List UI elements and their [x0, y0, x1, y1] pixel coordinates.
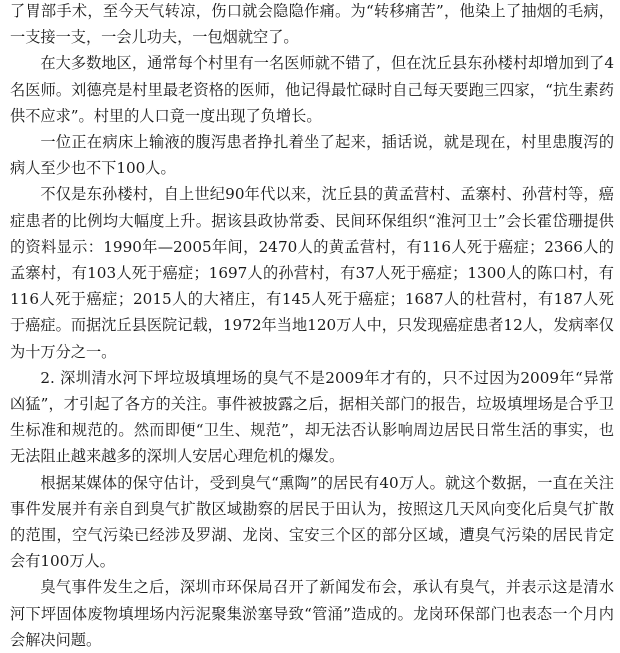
- paragraph-diarrhea-patient: 一位正在病床上输液的腹泻患者挣扎着坐了起来，插话说，就是现在，村里患腹泻的病人至少也不下100人。: [10, 133, 614, 178]
- paragraph-continued-surgery: 了胃部手术，至今天气转凉，伤口就会隐隐作痛。为“转移痛苦”，他染上了抽烟的毛病，一支接一支，一会儿功夫，一包烟就空了。: [10, 2, 614, 47]
- paragraph-press-conference: 臭气事件发生之后，深圳市环保局召开了新闻发布会，承认有臭气，并表示这是清水河下坪固体废物填埋场内污泥聚集淤塞导致“管涌”造成的。龙岗环保部门也表态一个月内会解决问题。: [10, 578, 614, 649]
- paragraph-cancer-statistics: 不仅是东孙楼村，自上世纪90年代以来，沈丘县的黄孟营村、孟寨村、孙营村等，癌症患者的比例均大幅度上升。据该县政协常委、民间环保组织“淮河卫士”会长霍岱珊提供的资料显示：1990年—2005年间，2470人的黄孟营村，有116人死于癌症；2366人的孟寨村，有103人死于癌症；1697人的孙营村，有37人死于癌症；1300人的陈口村，有116人死于癌症；2015人的大褚庄，有145人死于癌症；1687人的杜营村，有187人死于癌症。而据沈丘县医院记载，1972年当地120万人中，只发现癌症患者12人，发病率仅为十万分之一。: [10, 185, 614, 361]
- paragraph-doctors: 在大多数地区，通常每个村里有一名医师就不错了，但在沈丘县东孙楼村却增加到了4名医师。刘德亮是村里最老资格的医师，他记得最忙碌时自己每天要跑三四家，“抗生素药供不应求”。村里的人口竟一度出现了负增长。: [10, 54, 614, 125]
- paragraph-shenzhen-landfill: 2. 深圳清水河下坪垃圾填埋场的臭气不是2009年才有的，只不过因为2009年“异常凶猛”，才引起了各方的关注。事件被披露之后，据相关部门的报告，垃圾填埋场是合乎卫生标准和规范的。然而即便“卫生、规范”，却无法否认影响周边居民日常生活的事实，也无法阻止越来越多的深圳人安居心理危机的爆发。: [10, 368, 614, 466]
- paragraph-affected-residents: 根据某媒体的保守估计，受到臭气“熏陶”的居民有40万人。就这个数据，一直在关注事件发展并有亲自到臭气扩散区域勘察的居民于田认为，按照这几天风向变化后臭气扩散的范围，空气污染已经涉及罗湖、龙岗、宝安三个区的部分区域，遭臭气污染的居民肯定会有100万人。: [10, 473, 614, 571]
